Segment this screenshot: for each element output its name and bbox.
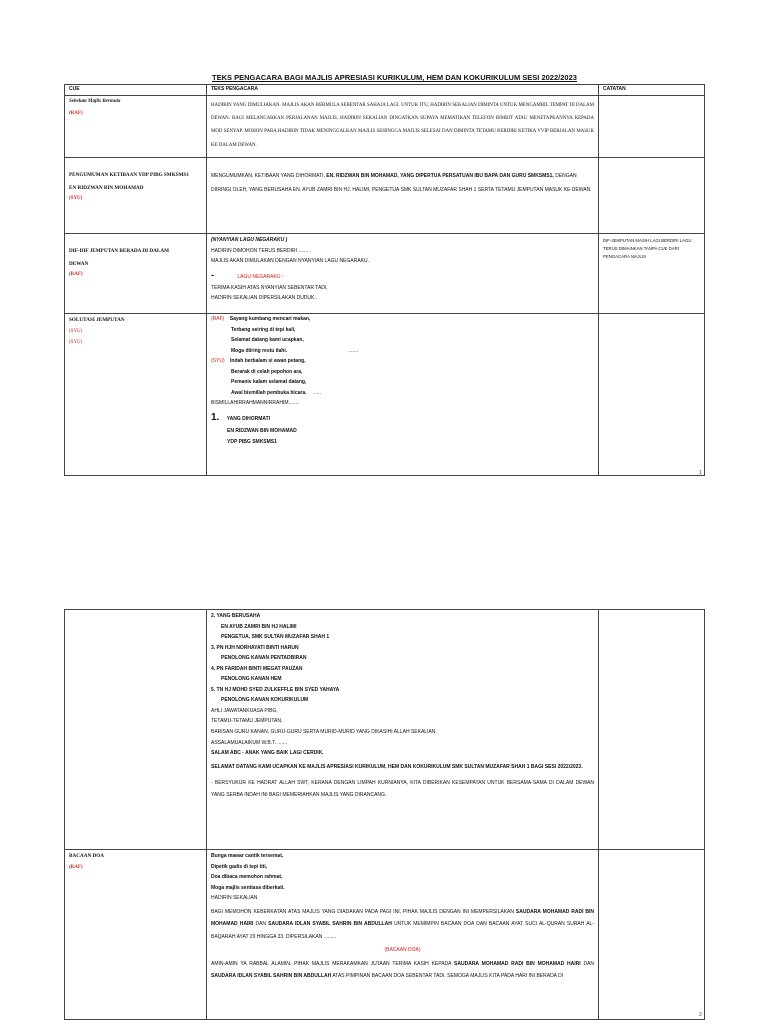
pantun-line: Dipetik gadis di tepi titi, (211, 863, 268, 870)
cue-label: DIF-DIF JEMPUTAN BERADA DI DALAM (69, 248, 169, 254)
table-row (65, 96, 705, 158)
prayer-invitation: BAGI MEMOHON KEBERKATAN ATAS MAJLIS YANG DIADAKAN PADA PAGI INI, PIHAK MAJLIS DENGAN INI MEMPERSILAKAN SAUDARA MOHAMAD RADI BIN MOHAMAD HAIRI DAN SAUDARA IDLAN SYABIL SAHRIN BIN ABDULLAH UNTUK MEMIMPIN BACAAN DOA DAN BACAAN AYAT SUCI AL-QURAN SURAH AL-BAQARAH AYAT 29 HINGGA 33. DIPERSILAKAN ......... (211, 908, 595, 940)
guest-item: 5. TN HJ MOHD SYED ZULKEFFLE BIN SYED YAHAYA (211, 686, 340, 693)
vip-name: EN. RIDZWAN BIN MOHAMAD, YANG DIPERTUA PERSATUAN IBU BAPA DAN GURU SMKSMS1, (326, 173, 554, 179)
guest-name: EN RIDZWAN BIN MOHAMAD (227, 428, 297, 435)
pantun-line: Berarak di celah pepohon ara, (231, 368, 303, 375)
cue-cell (65, 314, 207, 476)
text-line: BARISAN GURU KANAN, GURU-GURU SERTA MURID-MURID YANG DIKASIHI ALLAH SEKALIAN. (211, 729, 437, 736)
prayer-cue: (BACAAN DOA) (384, 947, 421, 954)
welcome-paragraph: SELAMAT DATANG KAMI UCAPKAN KE MAJLIS APRESIASI KURIKULUM, HEM DAN KOKURIKULUM SMK SULTAN MUZAFAR SHAH 1 BAGI SESI 2022/2023. (211, 763, 583, 770)
guest-item: 1. YANG DIHORMATI (211, 411, 271, 423)
cue-label: SOLUTASI JEMPUTAN (69, 317, 125, 323)
arrival-announcement (211, 170, 594, 197)
pantun-line: Bunga mawar cantik tersemat, (211, 853, 284, 859)
guest-position: YDP PIBG SMKSMS1 (227, 438, 277, 445)
text-cell (207, 234, 599, 314)
page-number: 1 (699, 470, 702, 476)
text-line: TERIMA KASIH ATAS NYANYIAN SEBENTAR TADI, (211, 284, 328, 291)
text-line: HADIRIN DIMOHON TERUS BERDIRI ....... . (211, 247, 311, 254)
speaker-tag: (SYU) (69, 339, 83, 345)
cue-label: PENGUMUMAN KETIBAAN YDP PIBG SMKSMS1 (69, 172, 189, 178)
announcement-rest: DENGAN DIIRINGI OLEH, YANG BERUSAHA EN. AYUB ZAMRI BIN HJ. HALIMI, PENGETUA SMK SULTAN MUZAFAR SHAH 1 SERTA TETAMU JEMPUTAN MASUK KE DEWAN. (211, 173, 592, 193)
guest-item: 4. PN FARIDAH BINTI MEGAT PAUZAN (211, 665, 303, 672)
text-line: TETAMU-TETAMU JEMPUTAN, (211, 718, 283, 725)
anthem-title: LAGU NEGARAKU - (237, 273, 284, 280)
list-number: 1. (211, 411, 220, 423)
notes-cell (599, 96, 705, 158)
table-header-row (65, 85, 705, 96)
text-cell (207, 610, 599, 850)
anthem-cue: (NYANYIAN LAGU NEGARAKU ) (211, 237, 288, 243)
cue-label: Sebelum Majlis Bermula (69, 99, 121, 104)
pantun-line: Moga majlis sentiasa diberkati. (211, 884, 285, 891)
speaker-tag: (RAF) (69, 110, 83, 116)
pantun-line: Doa dibaca memohon rahmat, (211, 874, 283, 881)
text-cell (207, 850, 599, 1020)
table-row (65, 850, 705, 1020)
header-notes: CATATAN (599, 85, 705, 96)
cue-name: EN RIDZWAN BIN MOHAMAD (69, 185, 144, 192)
text-line: HADIRIN SEKALIAN (211, 895, 258, 902)
notes-cell (599, 610, 705, 850)
guest-position: PENOLONG KANAN PENTADBIRAN (221, 655, 307, 662)
reader-name: SAUDARA MOHAMAD RADI BIN MOHAMAD HAIRI (454, 960, 581, 967)
notes-cell (599, 234, 705, 314)
notes-cell (599, 158, 705, 234)
bismillah: BISMILLAHIRRAHMANNIRRAHIM........ (211, 400, 300, 407)
pantun-line: Selamat datang kami ucapkan, (231, 337, 304, 344)
speaker-tag: (RAF) (211, 316, 225, 322)
cue-label-cont: DEWAN (69, 261, 89, 268)
prayer-thanks: AMIN-AMIN YA RABBAL ALAMIN. PIHAK MAJLIS MERAKAMKAN JUTAAN TERIMA KASIH KEPADA SAUDARA MOHAMAD RADI BIN MOHAMAD HAIRI DAN SAUDARA IDLAN SYABIL SAHRIN BIN ABDULLAH ATAS PIMPINAN BACAAN DOA SEBENTAR TADI. SEMOGA MAJLIS KITA PADA HARI INI BERADA DI (211, 960, 595, 980)
cue-cell (65, 610, 207, 850)
guest-item: 2. YANG BERUSAHA (211, 613, 261, 619)
reader-name: SAUDARA MOHAMAD RADI BIN MOHAMAD HAIRI (211, 908, 595, 928)
text-cell (207, 314, 599, 476)
speaker-tag: (SYU) (211, 358, 225, 365)
guest-position: PENGETUA, SMK SULTAN MUZAFAR SHAH 1 (221, 634, 330, 641)
salam-line: SALAM ABC - ANAK YANG BAIK LAGI CERDIK. (211, 750, 324, 757)
speaker-tag: (SYU) (69, 329, 83, 335)
text-line: ASSALAMUALAIKUM W.B.T. ....... (211, 739, 288, 746)
text-cell (207, 158, 599, 234)
header-text: TEKS PENGACARA (207, 85, 599, 96)
text-line: MAJLIS AKAN DIMULAKAN DENGAN NYANYIAN LAGU NEGARAKU. (211, 258, 370, 265)
notes-cell (599, 850, 705, 1020)
document-title: TEKS PENGACARA BAGI MAJLIS APRESIASI KURIKULUM, HEM DAN KOKURIKULUM SESI 2022/2023 (212, 73, 577, 82)
text-cell (207, 96, 599, 158)
guest-position: PENOLONG KANAN HEM (221, 676, 282, 683)
text-line: HADIRIN SEKALIAN DIPERSILAKAN DUDUK.. (211, 295, 318, 302)
stage-note: DIF-JEMPUTAN MASIH LAGI BERDIRI LAGU TERUS DIMAINKAN TANPA CUE DARI PENGACARA MAJLIS (603, 238, 692, 260)
notes-cell (599, 314, 705, 476)
cue-cell (65, 96, 207, 158)
cue-label: BACAAN DOA (69, 853, 105, 859)
script-table-page-2 (64, 609, 705, 1020)
text-line: AHLI JAWATANKUASA PIBG, (211, 707, 278, 714)
cue-cell (65, 850, 207, 1020)
pantun-line: Awal bismillah pembuka bicara. ..... (231, 389, 321, 396)
anthem-line (211, 269, 594, 281)
table-row (65, 610, 705, 850)
speaker-tag: (SYU) (69, 195, 83, 201)
opening-announcement: HADIRIN YANG DIMULIAKAN. MAJLIS AKAN BERMULA SEBENTAR SAHAJA LAGI. UNTUK ITU, HADIRIN SEKALIAN DIMINTA UNTUK MENGAMBIL TEMPAT DI DALAM DEWAN. BAGI MELANCARKAN PERJALANAN MAJLIS, HADIRIN SEKALIAN DINGATKAN SUPAYA MEMATIKAN TELEFON BIMBIT ATAU MENETAPKANNYA KEPADA MOD SENYAP. MOHON PARA HADIRIN TIDAK MENINGGALKAN MAJLIS SEHINGGA MAJLIS SELESAI DAN DIMINTA TETAMU BERDIRI KETIKA VVIP BERJALAN MASUK KE DALAM DEWAN. (211, 103, 594, 148)
pantun-line: Moga diiring restu ilahi. ....... (231, 347, 359, 354)
announcement-intro: MENGUMUMKAN, KETIBAAN YANG DIHORMATI, (211, 173, 325, 179)
table-row (65, 158, 705, 234)
script-table-page-1 (64, 84, 705, 476)
header-cue: CUE (65, 85, 207, 96)
table-row (65, 314, 705, 476)
speaker-tag: (RAF) (69, 271, 83, 277)
pantun-line: (RAF) Sayang kumbang mencari makan, (211, 316, 311, 322)
pantun-line: (SYU) Indah berbalam si awan petang, (211, 358, 306, 365)
dash-bullet: - (211, 269, 214, 280)
cue-cell (65, 158, 207, 234)
pantun-line: Pemanis kalam selamat datang, (231, 379, 307, 386)
guest-position: PENOLONG KANAN KOKURIKULUM (221, 697, 309, 704)
speaker-tag: (RAF) (69, 865, 83, 871)
gratitude-paragraph: - BERSYUKUR KE HADRAT ALLAH SWT, KERANA DENGAN LIMPAH KURNIANYA, KITA DIBERIKAN KESEMPATAN UNTUK BERSAMA-SAMA DI DALAM DEWAN YANG SERBA INDAH INI BAGI MEMERIAHKAN MAJLIS YANG DIRANCANG. (211, 779, 594, 799)
cue-cell (65, 234, 207, 314)
guest-name: EN AYUB ZAMRI BIN HJ HALIMI (221, 623, 297, 630)
reader-name: SAUDARA IDLAN SYABIL SAHRIN BIN ABDULLAH (211, 973, 332, 980)
guest-item: 3. PN HJH NORHAYATI BINTI HARUN (211, 644, 299, 651)
page-number: 2 (699, 1012, 702, 1018)
pantun-line: Terbang seiring di tepi kali, (231, 326, 296, 333)
reader-name: SAUDARA IDLAN SYABIL SAHRIN BIN ABDULLAH (268, 921, 392, 928)
table-row (65, 234, 705, 314)
